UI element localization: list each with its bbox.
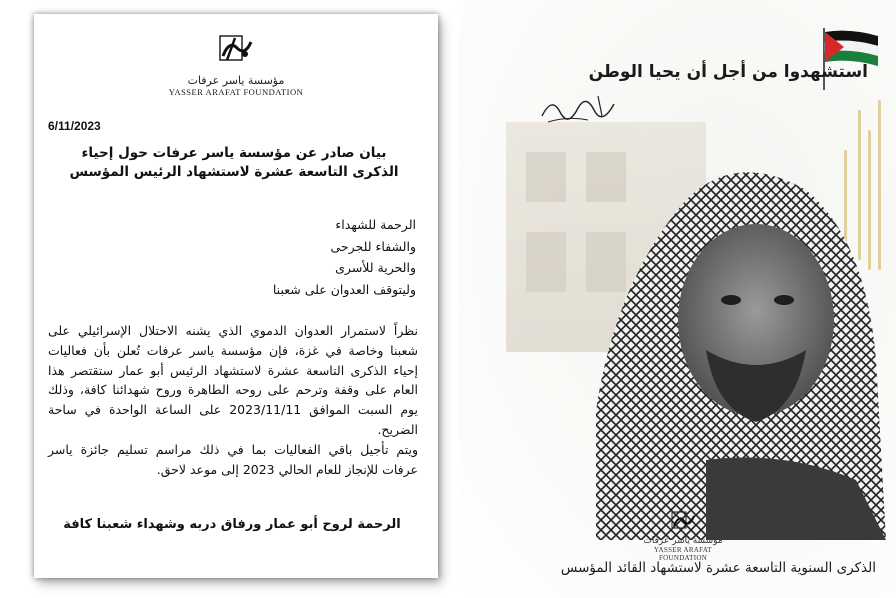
foundation-logo-icon: [670, 510, 696, 532]
poster-slogan: استشهدوا من أجل أن يحيا الوطن: [588, 62, 868, 82]
arafat-portrait: [556, 160, 886, 540]
slogan-item: وليتوقف العدوان على شعبنا: [272, 281, 416, 297]
foundation-name-en: YASSER ARAFAT FOUNDATION: [168, 87, 304, 97]
title-line-2: الذكرى التاسعة عشرة لاستشهاد الرئيس المؤسس: [69, 164, 399, 180]
commemorative-poster: [458, 0, 896, 598]
statement-document: [34, 14, 438, 578]
foundation-name-ar: مؤسسة ياسر عرفات: [187, 74, 285, 87]
foundation-logo-mark: [217, 32, 255, 68]
slogan-item: الرحمة للشهداء: [335, 217, 416, 232]
closing-line: الرحمة لروح أبو عمار ورفاق دربه وشهداء شعبنا كافة: [63, 517, 401, 532]
poster-caption: الذكرى السنوية التاسعة عشرة لاستشهاد القائد المؤسس: [560, 560, 876, 576]
slogan-list: [273, 214, 416, 300]
body-paragraph-1: نظراً لاستمرار العدوان الدموي الذي يشنه الاحتلال الإسرائيلي على شعبنا وخاصة في غزة، فإن مؤسسة ياسر عرفات تُعلن بأن فعاليات إحياء الذكرى التاسعة عشرة لاستشهاد الرئيس أبو عمار ستقتصر هذا العام على وقفة وترحم على روحه الطاهرة وروح شهدائنا كافة، وذلك يوم السبت الموافق 2023/11/11 على الساعة الواحدة في ساحة الضريح.: [48, 323, 418, 437]
foundation-logo: [34, 32, 438, 97]
statement-date: 6/11/2023: [48, 119, 101, 133]
poster-foundation-name-ar: مؤسسة ياسر عرفات: [643, 536, 723, 546]
statement-body: [48, 321, 418, 479]
poster-foundation-logo: [638, 510, 728, 562]
poster-foundation-name-en: YASSER ARAFAT FOUNDATION: [653, 546, 713, 562]
title-line-1: بيان صادر عن مؤسسة ياسر عرفات حول إحياء: [81, 145, 387, 161]
slogan-item: والحرية للأسرى: [335, 260, 416, 275]
slogan-item: والشفاء للجرحى: [330, 238, 416, 254]
statement-title: [44, 144, 424, 182]
body-paragraph-2: ويتم تأجيل باقي الفعاليات بما في ذلك مراسم تسليم جائزة ياسر عرفات للإنجاز للعام الحالي 2023 إلى موعد لاحق.: [48, 441, 418, 477]
arafat-signature: [538, 86, 620, 130]
